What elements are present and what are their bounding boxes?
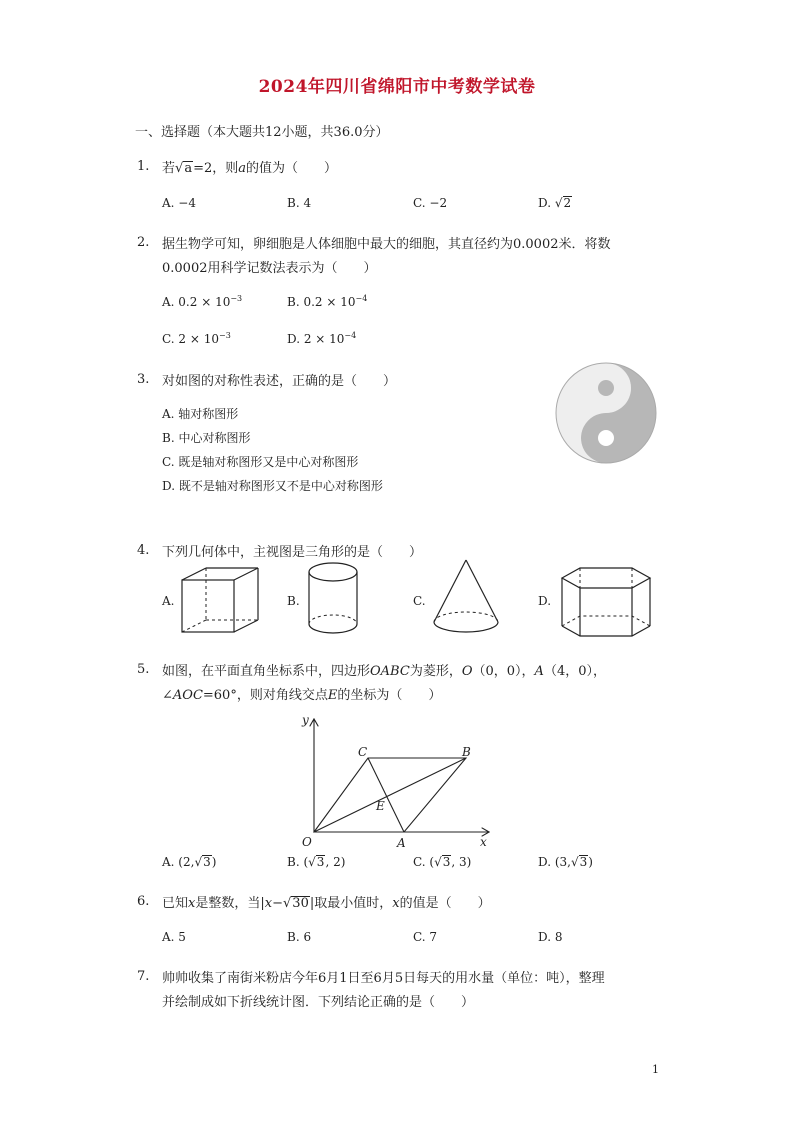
q2-option-d[interactable]: D. $2 \times 10^{-4}$ (287, 331, 357, 346)
q4-option-d-label[interactable]: D. (538, 594, 552, 608)
x-axis-label: x (480, 835, 487, 849)
point-b-label: B (462, 745, 471, 759)
question-2-line1: 据生物学可知，卵细胞是人体细胞中最大的细胞，其直径约为0.0002米．将数 (162, 237, 611, 252)
q1-option-d[interactable]: D. √2 (538, 196, 572, 210)
yin-yang-figure (555, 362, 657, 464)
q1-option-a[interactable]: A. −4 (162, 196, 196, 210)
diagonal-ob (314, 758, 466, 832)
question-4-text: 下列几何体中，主视图是三角形的是（ ） (162, 545, 423, 560)
page-title: 2024年四川省绵阳市中考数学试卷 (258, 77, 536, 97)
q2-option-a[interactable]: A. $0.2 \times 10^{-3}$ (162, 294, 243, 309)
question-7-number: 7. (137, 969, 150, 984)
question-1-text: 若√a=2，则a的值为（ ） (162, 161, 338, 176)
cube-figure[interactable] (178, 564, 266, 636)
rhombus-coordinate-figure (296, 710, 496, 850)
question-3-number: 3. (137, 372, 150, 387)
point-c-label: C (358, 745, 368, 759)
page-number: 1 (652, 1063, 659, 1076)
hexagonal-prism-figure[interactable] (556, 562, 656, 638)
q3-option-a[interactable]: A. 轴对称图形 (162, 407, 239, 421)
question-6-text: 已知x是整数，当|x−√30|取最小值时，x的值是（ ） (162, 896, 491, 911)
q3-option-c[interactable]: C. 既是轴对称图形又是中心对称图形 (162, 455, 359, 469)
question-2-line2: 0.0002用科学记数法表示为（ ） (162, 261, 377, 276)
q1-option-b[interactable]: B. 4 (287, 196, 312, 210)
q6-option-b[interactable]: B. 6 (287, 930, 312, 944)
q3-option-b[interactable]: B. 中心对称图形 (162, 431, 251, 445)
q4-option-c-label[interactable]: C. (413, 594, 426, 608)
q6-option-c[interactable]: C. 7 (413, 930, 438, 944)
section-heading: 一、选择题（本大题共12小题，共36.0分） (135, 125, 389, 140)
q5-option-b[interactable]: B. (√3, 2) (287, 855, 346, 869)
question-5-line1: 如图，在平面直角坐标系中，四边形OABC为菱形，O（0，0），A（4，0）， (162, 664, 606, 679)
question-7-line2: 并绘制成如下折线统计图．下列结论正确的是（ ） (162, 995, 475, 1010)
q2-option-c[interactable]: C. $2 \times 10^{-3}$ (162, 331, 231, 346)
cone-figure[interactable] (430, 558, 502, 640)
question-3-text: 对如图的对称性表述，正确的是（ ） (162, 374, 397, 389)
q3-option-d[interactable]: D. 既不是轴对称图形又不是中心对称图形 (162, 479, 383, 493)
point-o-label: O (302, 835, 312, 849)
q4-option-a-label[interactable]: A. (162, 594, 175, 608)
question-7-line1: 帅帅收集了南街米粉店今年6月1日至6月5日每天的用水量（单位：吨），整理 (162, 971, 605, 986)
question-4-number: 4. (137, 543, 150, 558)
question-5-line2: ∠AOC=60°，则对角线交点E的坐标为（ ） (162, 688, 442, 703)
question-5-number: 5. (137, 662, 150, 677)
point-e-label: E (376, 799, 385, 813)
q6-option-d[interactable]: D. 8 (538, 930, 563, 944)
q2-option-b[interactable]: B. $0.2 \times 10^{-4}$ (287, 294, 368, 309)
q1-option-c[interactable]: C. −2 (413, 196, 448, 210)
question-1-number: 1. (137, 159, 150, 174)
q4-option-b-label[interactable]: B. (287, 594, 300, 608)
y-axis-label: y (302, 713, 309, 727)
point-a-label: A (397, 836, 406, 850)
q5-option-d[interactable]: D. (3,√3) (538, 855, 593, 869)
q5-option-c[interactable]: C. (√3, 3) (413, 855, 472, 869)
question-6-number: 6. (137, 894, 150, 909)
cylinder-figure[interactable] (305, 560, 361, 640)
diagonal-ac (368, 758, 404, 832)
q6-option-a[interactable]: A. 5 (162, 930, 186, 944)
question-2-number: 2. (137, 235, 150, 250)
q5-option-a[interactable]: A. (2,√3) (162, 855, 217, 869)
